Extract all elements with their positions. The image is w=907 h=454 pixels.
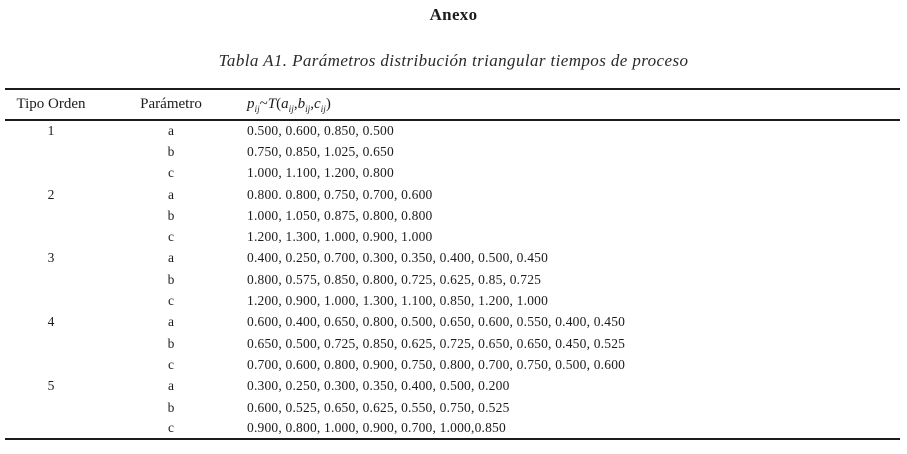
parametro-cell: b bbox=[167, 399, 175, 415]
table-row bbox=[5, 312, 900, 333]
parametro-cell: a bbox=[168, 314, 174, 330]
table-row bbox=[5, 290, 900, 311]
process-times-table bbox=[5, 88, 900, 440]
col-header-tipo-orden: Tipo Orden bbox=[16, 96, 86, 112]
tipo-orden-cell: 3 bbox=[47, 250, 55, 266]
tipo-orden-cell bbox=[5, 226, 97, 247]
values-cell: 0.300, 0.250, 0.300, 0.350, 0.400, 0.500, 0.200 bbox=[247, 378, 510, 394]
parametro-cell: c bbox=[168, 229, 174, 245]
table-container bbox=[5, 88, 900, 440]
header-row bbox=[5, 89, 900, 120]
values-cell: 1.200, 0.900, 1.000, 1.300, 1.100, 0.850, 1.200, 1.000 bbox=[247, 293, 549, 309]
tipo-orden-cell: 4 bbox=[47, 314, 55, 330]
parametro-cell: b bbox=[167, 271, 175, 287]
parametro-cell: a bbox=[168, 250, 174, 266]
formula-c-sub: ij bbox=[320, 105, 326, 115]
tipo-orden-cell bbox=[5, 205, 97, 226]
table-row bbox=[5, 226, 900, 247]
parametro-cell: c bbox=[168, 356, 174, 372]
col-header-formula bbox=[245, 89, 900, 120]
parametro-cell: b bbox=[167, 335, 175, 351]
col-header-parametro: Parámetro bbox=[140, 96, 202, 112]
table-body bbox=[5, 120, 900, 439]
values-cell: 0.900, 0.800, 1.000, 0.900, 0.700, 1.000,0.850 bbox=[247, 420, 506, 436]
values-cell: 0.800, 0.575, 0.850, 0.800, 0.725, 0.625, 0.85, 0.725 bbox=[247, 271, 542, 287]
parametro-cell: a bbox=[168, 186, 174, 202]
tipo-orden-cell bbox=[5, 354, 97, 375]
table-row bbox=[5, 248, 900, 269]
values-cell: 0.750, 0.850, 1.025, 0.650 bbox=[247, 143, 394, 159]
parametro-cell: b bbox=[167, 143, 175, 159]
formula-open-paren: ( bbox=[276, 96, 282, 112]
formula-tilde: ~ bbox=[259, 96, 268, 112]
formula-var: p bbox=[247, 96, 255, 112]
values-cell: 1.000, 1.100, 1.200, 0.800 bbox=[247, 165, 394, 181]
table-row bbox=[5, 120, 900, 141]
formula-close-paren: ) bbox=[325, 96, 331, 112]
table-row bbox=[5, 163, 900, 184]
tipo-orden-cell bbox=[5, 163, 97, 184]
formula-var-sub: ij bbox=[254, 105, 260, 115]
table-row bbox=[5, 141, 900, 162]
parametro-cell: a bbox=[168, 123, 174, 139]
tipo-orden-cell bbox=[5, 397, 97, 418]
tipo-orden-cell: 1 bbox=[47, 123, 55, 139]
table-row bbox=[5, 397, 900, 418]
table-row bbox=[5, 184, 900, 205]
formula-comma1: , bbox=[293, 96, 298, 112]
parametro-cell: b bbox=[167, 207, 175, 223]
parametro-cell: c bbox=[168, 165, 174, 181]
tipo-orden-cell bbox=[5, 141, 97, 162]
formula-c: c bbox=[313, 96, 321, 112]
tipo-orden-cell bbox=[5, 333, 97, 354]
formula-a: a bbox=[281, 96, 289, 112]
values-cell: 0.650, 0.500, 0.725, 0.850, 0.625, 0.725, 0.650, 0.650, 0.450, 0.525 bbox=[247, 335, 626, 351]
values-cell: 1.000, 1.050, 0.875, 0.800, 0.800 bbox=[247, 207, 433, 223]
tipo-orden-cell: 2 bbox=[47, 186, 55, 202]
parametro-cell: a bbox=[168, 378, 174, 394]
values-cell: 1.200, 1.300, 1.000, 0.900, 1.000 bbox=[247, 229, 433, 245]
parametro-cell: c bbox=[168, 420, 174, 436]
values-cell: 0.600, 0.400, 0.650, 0.800, 0.500, 0.650, 0.600, 0.550, 0.400, 0.450 bbox=[247, 314, 626, 330]
values-cell: 0.800. 0.800, 0.750, 0.700, 0.600 bbox=[247, 186, 433, 202]
table-row bbox=[5, 205, 900, 226]
values-cell: 0.400, 0.250, 0.700, 0.300, 0.350, 0.400, 0.500, 0.450 bbox=[247, 250, 549, 266]
table-row bbox=[5, 376, 900, 397]
formula-b-sub: ij bbox=[305, 105, 311, 115]
values-cell: 0.600, 0.525, 0.650, 0.625, 0.550, 0.750, 0.525 bbox=[247, 399, 510, 415]
values-cell: 0.500, 0.600, 0.850, 0.500 bbox=[247, 123, 394, 139]
table-row bbox=[5, 354, 900, 375]
table-row bbox=[5, 269, 900, 290]
formula-b: b bbox=[297, 96, 306, 112]
tipo-orden-cell bbox=[5, 418, 97, 439]
table-header bbox=[5, 89, 900, 120]
section-title: Anexo bbox=[429, 5, 478, 24]
tipo-orden-cell bbox=[5, 269, 97, 290]
table-row bbox=[5, 333, 900, 354]
table-caption: Tabla A1. Parámetros distribución triangular tiempos de proceso bbox=[218, 51, 689, 70]
formula-comma2: , bbox=[310, 96, 314, 112]
formula-a-sub: ij bbox=[288, 105, 294, 115]
parametro-cell: c bbox=[168, 293, 174, 309]
tipo-orden-cell bbox=[5, 290, 97, 311]
table-row bbox=[5, 418, 900, 439]
tipo-orden-cell: 5 bbox=[47, 378, 55, 394]
formula-func: T bbox=[267, 96, 277, 112]
values-cell: 0.700, 0.600, 0.800, 0.900, 0.750, 0.800, 0.700, 0.750, 0.500, 0.600 bbox=[247, 356, 626, 372]
